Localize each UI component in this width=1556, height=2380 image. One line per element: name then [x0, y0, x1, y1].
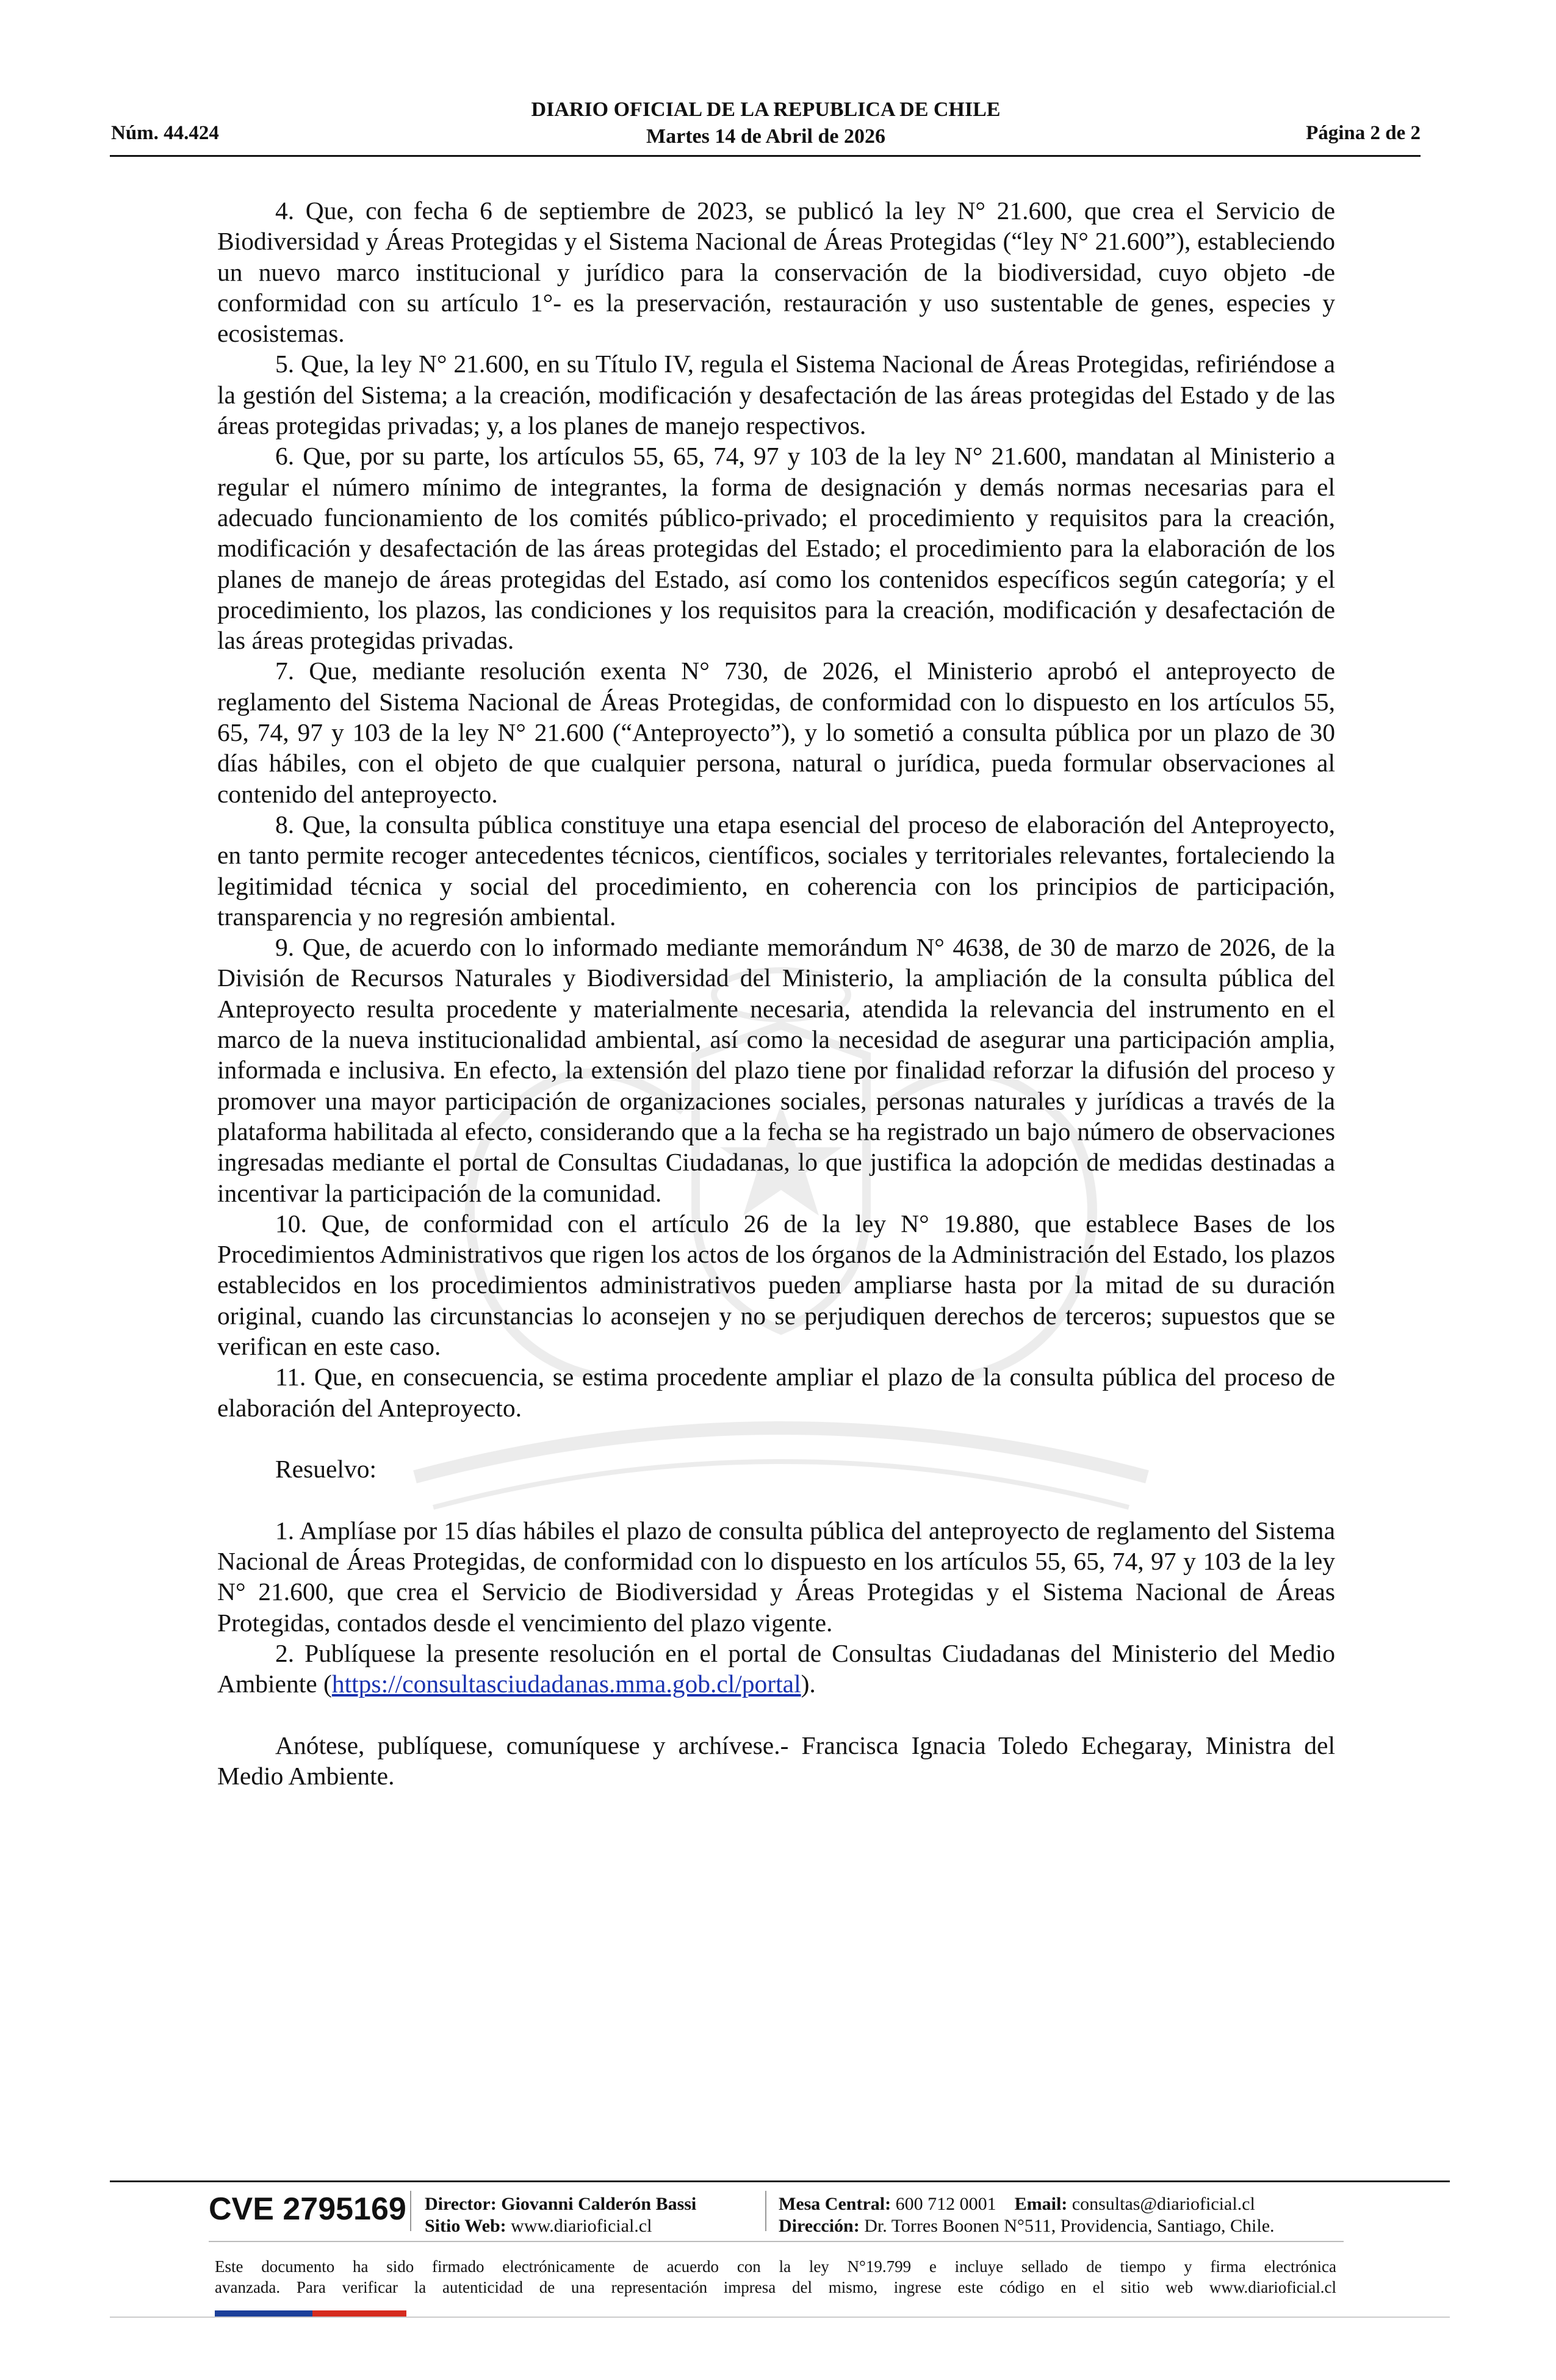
cve-code: CVE 2795169 — [209, 2191, 406, 2227]
resolution-heading: Resuelvo: — [275, 1455, 376, 1484]
footer-separator — [410, 2191, 411, 2231]
site-label: Sitio Web: — [425, 2216, 506, 2236]
address-value: Dr. Torres Boonen N°511, Providencia, Santiago, Chile. — [864, 2216, 1275, 2236]
resolution-item-1: 1. Amplíase por 15 días hábiles el plazo de consulta pública del anteproyecto de reglamento del Sistema Nacional de Áreas Protegidas, de conformidad con lo dispuesto en los artículos 55, 65, 74, 97 y 103 de la ley N° 21.600, que crea el Servicio de Biodiversidad y Áreas Protegidas y el Sistema Nacional de Áreas Protegidas, contados desde el vencimiento del plazo vigente. — [217, 1516, 1335, 1637]
resolution-item-2-end: ). — [801, 1670, 816, 1698]
footer-director-block — [425, 2193, 696, 2237]
resolution-item-2 — [217, 1638, 1335, 1700]
note-line-1: Este documento ha sido firmado electrónicamente de acuerdo con la ley N°19.799 e incluye sellado de tiempo y firma electrónica — [215, 2257, 1336, 2276]
page-indicator: Página 2 de 2 — [1306, 122, 1421, 144]
mesa-value: 600 712 0001 — [895, 2194, 996, 2214]
resolution-item-2-text: 2. Publíquese la presente resolución en el portal de Consultas Ciudadanas del Ministerio del Medio Ambiente ( — [217, 1639, 1335, 1698]
footer-divider-mid — [209, 2241, 1344, 2242]
considerando-11: 11. Que, en consecuencia, se estima procedente ampliar el plazo de la consulta pública del proceso de elaboración del Anteproyecto. — [217, 1363, 1335, 1422]
considerando-7: 7. Que, mediante resolución exenta N° 730, de 2026, el Ministerio aprobó el anteproyecto de reglamento del Sistema Nacional de Áreas Protegidas, de conformidad con lo dispuesto en los artículos 55, 65, 74, 97 y 103 de la ley N° 21.600 (“Anteproyecto”), y lo sometió a consulta pública por un plazo de 30 días hábiles, con el objeto de que cualquier persona, natural o jurídica, pueda formular observaciones al contenido del anteproyecto. — [217, 657, 1335, 808]
footer-separator — [765, 2191, 766, 2231]
director-name: Giovanni Calderón Bassi — [501, 2194, 697, 2214]
electronic-signature-note — [215, 2256, 1336, 2298]
email-value: consultas@diarioficial.cl — [1072, 2194, 1255, 2214]
considerando-4: 4. Que, con fecha 6 de septiembre de 2023, se publicó la ley N° 21.600, que crea el Servicio de Biodiversidad y Áreas Protegidas y el Sistema Nacional de Áreas Protegidas (“ley N° 21.600”), estableciendo un nuevo marco institucional y jurídico para la conservación de la biodiversidad, cuyo objeto -de conformidad con su artículo 1°- es la preservación, restauración y uso sustentable de genes, especies y ecosistemas. — [217, 197, 1335, 348]
issue-date: Martes 14 de Abril de 2026 — [646, 125, 885, 148]
address-label: Dirección: — [779, 2216, 860, 2236]
issue-number: Núm. 44.424 — [111, 122, 219, 144]
closing-signature: Anótese, publíquese, comuníquese y archívese.- Francisca Ignacia Toledo Echegaray, Ministra del Medio Ambiente. — [217, 1731, 1335, 1790]
considerando-9: 9. Que, de acuerdo con lo informado mediante memorándum N° 4638, de 30 de marzo de 2026, de la División de Recursos Naturales y Biodiversidad del Ministerio, la ampliación de la consulta pública del Anteproyecto resulta procedente y materialmente necesaria, atendida la relevancia del instrumento en el marco de la nueva institucionalidad ambiental, así como la necesidad de asegurar una participación amplia, informada e inclusiva. En efecto, la extensión del plazo tiene por finalidad reforzar la difusión del proceso y promover una mayor participación de organizaciones sociales, personas naturales y jurídicas a través de la plataforma habilitada al efecto, considerando que a la fecha se ha registrado un bajo número de observaciones ingresadas mediante el portal de Consultas Ciudadanas, lo que justifica la adopción de medidas destinadas a incentivar la participación de la comunidad. — [217, 933, 1335, 1207]
header-divider — [110, 155, 1421, 157]
director-label: Director: — [425, 2194, 497, 2214]
footer-divider-bottom — [110, 2317, 1450, 2318]
email-label: Email: — [1014, 2194, 1068, 2214]
document-body — [217, 195, 1335, 1791]
site-value: www.diarioficial.cl — [511, 2216, 652, 2236]
masthead-title: DIARIO OFICIAL DE LA REPUBLICA DE CHILE — [531, 98, 1001, 121]
considerando-8: 8. Que, la consulta pública constituye una etapa esencial del proceso de elaboración del Anteproyecto, en tanto permite recoger antecedentes técnicos, científicos, sociales y territoriales relevantes, fortaleciendo la legitimidad técnica y social del procedimiento, en coherencia con los principios de participación, transparencia y no regresión ambiental. — [217, 810, 1335, 931]
considerando-10: 10. Que, de conformidad con el artículo 26 de la ley N° 19.880, que establece Bases de los Procedimientos Administrativos que rigen los actos de los órganos de la Administración del Estado, los plazos establecidos en los procedimientos administrativos pueden ampliarse hasta por la mitad de su duración original, cuando las circunstancias lo aconsejen y no se perjudiquen derechos de terceros; supuestos que se verifican en este caso. — [217, 1209, 1335, 1360]
masthead — [0, 96, 1532, 150]
considerando-6: 6. Que, por su parte, los artículos 55, 65, 74, 97 y 103 de la ley N° 21.600, mandatan al Ministerio a regular el número mínimo de integrantes, la forma de designación y demás normas necesarias para el adecuado funcionamiento de los comités público-privado; el procedimiento y requisitos para la creación, modificación y desafectación de las áreas protegidas del Estado; el procedimiento para la elaboración de los planes de manejo de áreas protegidas del Estado, así como los contenidos específicos según categoría; y el procedimiento, los plazos, las condiciones y los requisitos para la creación, modificación y desafectación de las áreas protegidas privadas. — [217, 442, 1335, 655]
note-line-2: avanzada. Para verificar la autenticidad de una representación impresa del mismo, ingrese este código en el sitio web www.diarioficial.cl — [215, 2278, 1336, 2296]
footer-divider-top — [110, 2180, 1450, 2182]
footer-contact-block — [779, 2193, 1275, 2237]
mesa-label: Mesa Central: — [779, 2194, 891, 2214]
consultas-portal-link[interactable]: https://consultasciudadanas.mma.gob.cl/portal — [331, 1670, 801, 1698]
considerando-5: 5. Que, la ley N° 21.600, en su Título IV, regula el Sistema Nacional de Áreas Protegidas, refiriéndose a la gestión del Sistema; a la creación, modificación y desafectación de las áreas protegidas del Estado y de las áreas protegidas privadas; y, a los planes de manejo respectivos. — [217, 350, 1335, 440]
